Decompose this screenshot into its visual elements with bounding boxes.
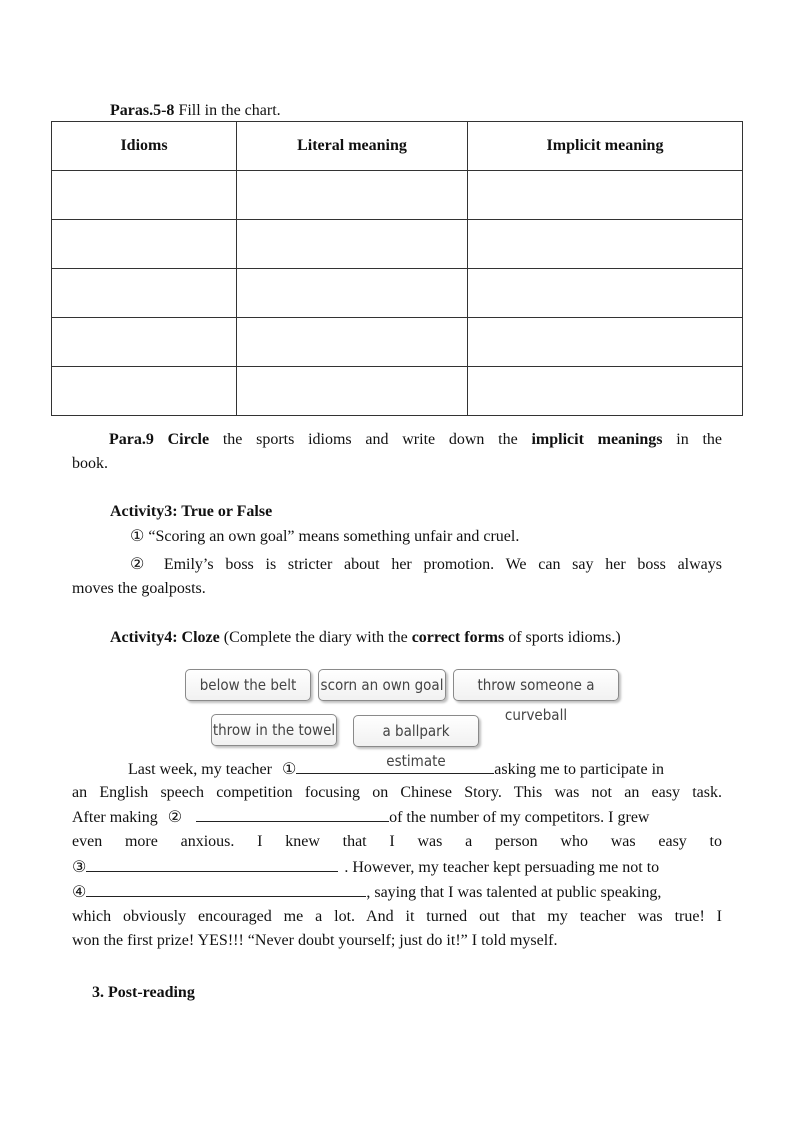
chart-row <box>52 171 743 220</box>
blank-1[interactable] <box>296 757 494 774</box>
diary-text: . However, my teacher kept persuading me not to <box>344 859 660 876</box>
idiom-chip[interactable]: scorn an own goal <box>318 669 446 701</box>
diary-line-2: an English speech competition focusing on Chinese Story. This was not an easy task. <box>72 784 722 801</box>
diary-line-1 <box>128 757 664 782</box>
diary-line-6 <box>72 880 722 905</box>
blank-number: ② <box>167 809 183 826</box>
chart-cell[interactable] <box>468 220 743 269</box>
activity3-item-2-line1 <box>130 553 722 577</box>
diary-line-3 <box>72 805 722 830</box>
blank-2[interactable] <box>196 805 389 822</box>
chart-cell[interactable] <box>237 171 468 220</box>
chart-cell[interactable] <box>468 367 743 416</box>
header-idioms: Idioms <box>52 122 237 171</box>
chart-cell[interactable] <box>468 171 743 220</box>
post-reading-title: 3. Post-reading <box>92 984 195 1001</box>
idiom-chip[interactable]: throw someone a curveball <box>453 669 619 701</box>
chart-cell[interactable] <box>52 269 237 318</box>
activity4-instr: (Complete the diary with the <box>223 629 408 646</box>
chart-cell[interactable] <box>52 318 237 367</box>
para-9-line2: book. <box>72 455 108 472</box>
diary-text: of the number of my competitors. I grew <box>389 809 650 826</box>
chart-cell[interactable] <box>237 318 468 367</box>
idiom-chip[interactable]: below the belt <box>185 669 311 701</box>
para-9-label: Para.9 <box>109 431 154 448</box>
chart-cell[interactable] <box>237 269 468 318</box>
item-number: ① <box>130 528 145 545</box>
item-text: “Scoring an own goal” means something unfair and cruel. <box>148 528 520 545</box>
activity3-item-1 <box>130 526 519 548</box>
para-9-implicit: implicit meanings <box>531 431 663 448</box>
activity3-title-text: Activity3: True or False <box>110 503 273 520</box>
chart-cell[interactable] <box>52 220 237 269</box>
header-literal-meaning: Literal meaning <box>237 122 468 171</box>
paras-instruction: Fill in the chart. <box>178 102 281 119</box>
activity4-cloze: Cloze <box>181 629 220 646</box>
chart-cell[interactable] <box>52 367 237 416</box>
chart-cell[interactable] <box>237 220 468 269</box>
idiom-chip[interactable]: a ballpark estimate <box>353 715 479 747</box>
chart-row <box>52 367 743 416</box>
para-9-line1 <box>72 428 722 452</box>
idiom-chart <box>51 121 743 416</box>
diary-text: After making <box>72 809 158 826</box>
chart-cell[interactable] <box>468 269 743 318</box>
diary-line-8: won the first prize! YES!!! “Never doubt yourself; just do it!” I told myself. <box>72 932 558 949</box>
header-implicit-meaning: Implicit meaning <box>468 122 743 171</box>
para-9-text: the sports idioms and write down the <box>222 431 518 448</box>
chart-row <box>52 269 743 318</box>
diary-text: Last week, my teacher <box>128 761 272 778</box>
chart-cell[interactable] <box>468 318 743 367</box>
section-heading-paras-5-8 <box>110 100 281 122</box>
activity4-instr-end: of sports idioms.) <box>508 629 621 646</box>
paras-label: Paras.5-8 <box>110 102 175 119</box>
chart-cell[interactable] <box>52 171 237 220</box>
blank-3[interactable] <box>86 855 338 872</box>
diary-text: , saying that I was talented at public speaking, <box>366 884 662 901</box>
diary-line-7: which obviously encouraged me a lot. And it turned out that my teacher was true! I <box>72 908 722 925</box>
activity3-item-2-line2: moves the goalposts. <box>72 580 206 597</box>
blank-number: ③ <box>72 859 87 876</box>
para-9-text-end: in the <box>676 431 723 448</box>
item-text: Emily’s boss is stricter about her promotion. We can say her boss always <box>163 556 723 573</box>
activity3-title <box>110 501 272 523</box>
diary-line-5 <box>72 855 722 880</box>
blank-number: ④ <box>72 884 87 901</box>
diary-line-4: even more anxious. I knew that I was a person who was easy to <box>72 833 722 850</box>
chart-header-row <box>52 122 743 171</box>
idiom-chip[interactable]: throw in the towel <box>211 714 337 746</box>
activity4-title: Activity4: <box>110 629 178 646</box>
blank-number: ① <box>281 761 297 778</box>
item-number: ② <box>130 556 153 573</box>
activity4-heading <box>110 627 621 649</box>
blank-4[interactable] <box>86 880 366 897</box>
chart-cell[interactable] <box>237 367 468 416</box>
para-9-circle: Circle <box>167 431 210 448</box>
chart-row <box>52 318 743 367</box>
chart-row <box>52 220 743 269</box>
activity4-instr-bold: correct forms <box>411 629 505 646</box>
diary-text: asking me to participate in <box>494 761 665 778</box>
post-reading-heading <box>92 982 195 1004</box>
